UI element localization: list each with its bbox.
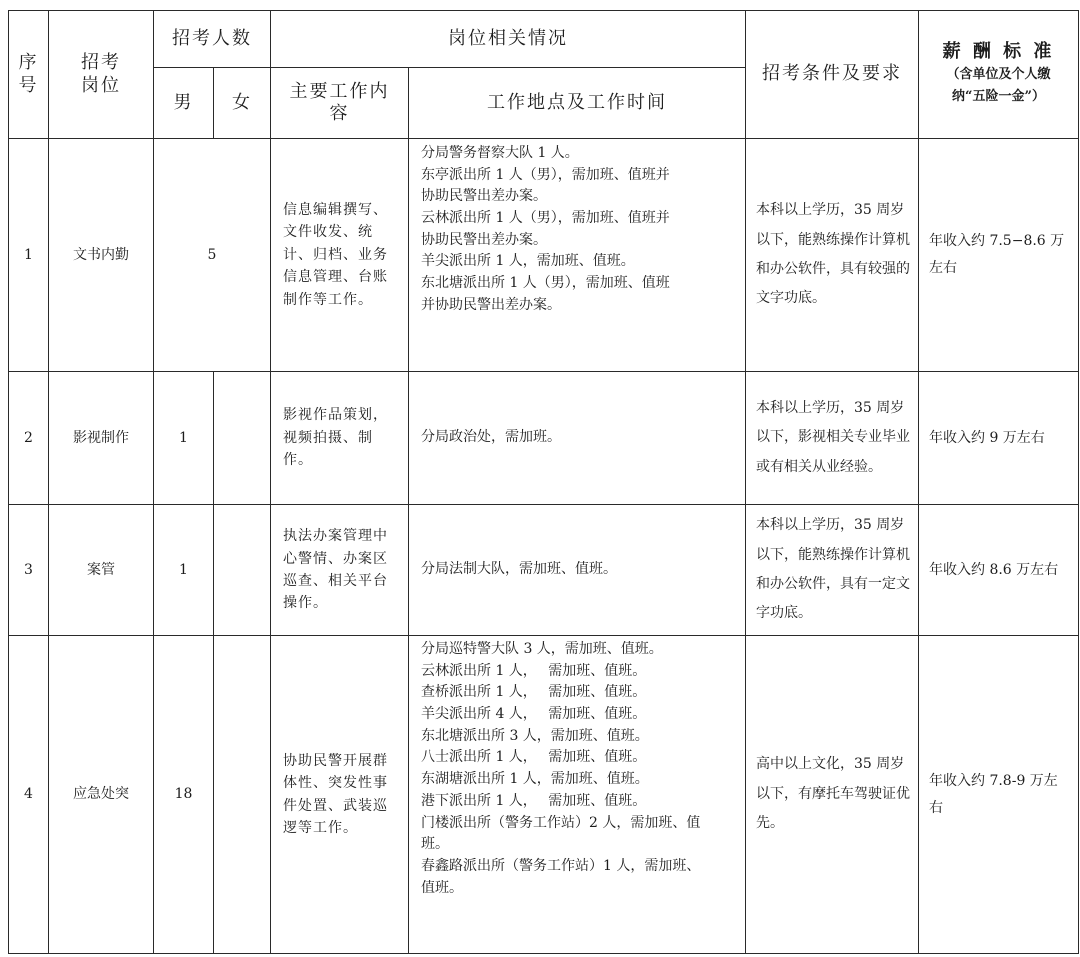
row-seq: 3	[9, 505, 49, 636]
row-male-count: 18	[154, 636, 214, 954]
row-duties: 信息编辑撰写、文件收发、统计、归档、业务信息管理、台账制作等工作。	[271, 139, 409, 372]
row-post: 案管	[49, 505, 154, 636]
location-line: 协助民警出差办案。	[421, 231, 547, 248]
location-line: 门楼派出所（警务工作站）2 人，需加班、值	[421, 814, 701, 831]
header-post-label: 招考岗位	[81, 52, 121, 96]
row-salary: 年收入约 8.6 万左右	[919, 505, 1079, 636]
row-requirements: 本科以上学历，35 周岁以下，能熟练操作计算机和办公软件，具有较强的文字功底。	[746, 139, 919, 372]
header-seq-label: 序号	[18, 52, 39, 96]
location-line: 东北塘派出所 1 人（男），需加班、值班	[421, 275, 670, 292]
header-seq	[9, 11, 49, 139]
table-row	[9, 372, 1079, 505]
header-duties-label: 主要工作内容	[289, 80, 390, 124]
row-female-count	[214, 372, 271, 505]
location-line: 分局警务督察大队 1 人。	[421, 145, 579, 161]
location-line: 协助民警出差办案。	[421, 188, 547, 205]
location-line: 值班。	[421, 879, 463, 896]
row-post: 文书内勤	[49, 139, 154, 372]
row-salary: 年收入约 7.5−8.6 万左右	[919, 139, 1079, 372]
row-female-count	[214, 505, 271, 636]
table-row	[9, 636, 1079, 954]
cropped-top-text	[0, 0, 1080, 8]
row-seq: 2	[9, 372, 49, 505]
row-requirements: 本科以上学历，35 周岁以下，影视相关专业毕业或有相关从业经验。	[746, 372, 919, 505]
header-female: 女	[214, 68, 271, 139]
row-seq: 4	[9, 636, 49, 954]
header-salary-note: （含单位及个人缴纳“五险一金”）	[946, 66, 1051, 104]
row-location	[409, 372, 746, 505]
row-duties: 执法办案管理中心警情、办案区巡查、相关平台操作。	[271, 505, 409, 636]
row-salary: 年收入约 9 万左右	[919, 372, 1079, 505]
row-location	[409, 139, 746, 372]
table-row	[9, 505, 1079, 636]
location-line: 羊尖派出所 1 人，需加班、值班。	[421, 253, 635, 270]
row-seq: 1	[9, 139, 49, 372]
row-post: 应急处突	[49, 636, 154, 954]
row-count-total: 5	[154, 139, 271, 372]
location-line: 八士派出所 1 人， 需加班、值班。	[421, 749, 647, 766]
location-line: 云林派出所 1 人（男），需加班、值班并	[421, 210, 670, 227]
location-line: 分局政治处，需加班。	[421, 429, 561, 446]
header-count: 招考人数	[154, 11, 271, 68]
row-salary: 年收入约 7.8-9 万左右	[919, 636, 1079, 954]
location-line: 羊尖派出所 4 人， 需加班、值班。	[421, 706, 647, 723]
header-job-info: 岗位相关情况	[271, 11, 746, 68]
header-post	[49, 11, 154, 139]
header-salary	[919, 11, 1079, 139]
row-male-count: 1	[154, 505, 214, 636]
row-location	[409, 636, 746, 954]
row-post: 影视制作	[49, 372, 154, 505]
location-line: 春鑫路派出所（警务工作站）1 人，需加班、	[421, 857, 701, 874]
header-salary-title: 薪 酬 标 准	[942, 41, 1055, 63]
location-line: 并协助民警出差办案。	[421, 296, 561, 313]
location-line: 分局巡特警大队 3 人，需加班、值班。	[421, 641, 663, 657]
row-female-count	[214, 636, 271, 954]
location-line: 东亭派出所 1 人（男），需加班、值班并	[421, 166, 670, 183]
table-row	[9, 139, 1079, 372]
recruitment-table	[8, 10, 1079, 954]
row-male-count: 1	[154, 372, 214, 505]
row-duties: 影视作品策划，视频拍摄、制作。	[271, 372, 409, 505]
row-location	[409, 505, 746, 636]
header-requirements: 招考条件及要求	[746, 11, 919, 139]
header-male: 男	[154, 68, 214, 139]
location-line: 查桥派出所 1 人， 需加班、值班。	[421, 684, 647, 701]
row-requirements: 本科以上学历，35 周岁以下，能熟练操作计算机和办公软件，具有一定文字功底。	[746, 505, 919, 636]
row-duties: 协助民警开展群体性、突发性事件处置、武装巡逻等工作。	[271, 636, 409, 954]
location-line: 东湖塘派出所 1 人，需加班、值班。	[421, 771, 649, 788]
row-requirements: 高中以上文化，35 周岁以下，有摩托车驾驶证优先。	[746, 636, 919, 954]
location-line: 东北塘派出所 3 人，需加班、值班。	[421, 727, 649, 744]
location-line: 港下派出所 1 人， 需加班、值班。	[421, 792, 647, 809]
location-line: 班。	[421, 836, 449, 853]
location-line: 分局法制大队，需加班、值班。	[421, 561, 617, 578]
header-row-1	[9, 11, 1079, 68]
header-duties	[271, 68, 409, 139]
location-line: 云林派出所 1 人， 需加班、值班。	[421, 662, 647, 679]
header-location: 工作地点及工作时间	[409, 68, 746, 139]
